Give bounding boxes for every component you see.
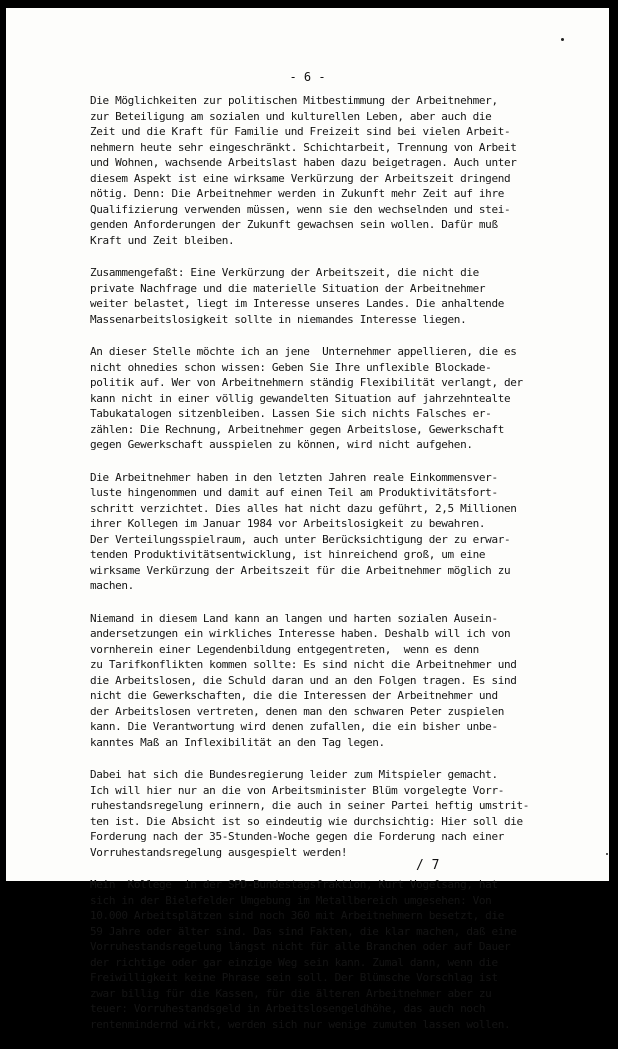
text-line: Tabukatalogen sitzenbleiben. Lassen Sie sich nichts Falsches er- xyxy=(90,407,492,420)
text-line: machen. xyxy=(90,579,134,592)
text-line: Die Arbeitnehmer haben in den letzten Jahren reale Einkommensver- xyxy=(90,470,498,484)
text-line: An dieser Stelle möchte ich an jene Unternehmer appellieren, die es xyxy=(90,345,517,358)
text-line: private Nachfrage und die materielle Situation der Arbeitnehmer xyxy=(90,281,486,295)
text-line: kanntes Maß an Inflexibilität an den Tag legen. xyxy=(90,735,385,749)
text-line: Dabei hat sich die Bundesregierung leider zum Mitspieler gemacht. xyxy=(90,768,498,781)
text-line: weiter belastet, liegt im Interesse unseres Landes. Die anhaltende xyxy=(90,297,504,310)
text-line: andersetzungen ein wirkliches Interesse haben. Deshalb will ich von xyxy=(90,627,511,640)
text-line: kann nicht in einer völlig gewandelten Situation auf jahrzehntealte xyxy=(90,391,511,405)
text-line: Niemand in diesem Land kann an langen und harten sozialen Ausein- xyxy=(90,611,498,625)
text-line: kann. Die Verantwortung wird denen zufallen, die ein bisher unbe- xyxy=(90,720,498,733)
text-line: sich in der Bielefelder Umgebung im Metallbereich umgesehen: Von xyxy=(90,893,492,907)
text-line: zur Beteiligung am sozialen und kulturellen Leben, aber auch die xyxy=(90,109,492,123)
scan-speck xyxy=(606,853,608,855)
text-line: ihrer Kollegen im Januar 1984 vor Arbeitslosigkeit zu bewahren. xyxy=(90,517,486,530)
text-line: ten ist. Die Absicht ist so eindeutig wie durchsichtig: Hier soll die xyxy=(90,814,523,828)
text-line: 59 Jahre oder älter sind. Das sind Fakten, die klar machen, daß eine xyxy=(90,924,517,938)
paragraph xyxy=(90,877,615,1032)
text-line: Zeit und die Kraft für Familie und Freizeit sind bei vielen Arbeit- xyxy=(90,125,511,138)
text-line: Mein Kollege in der SPD-Bundestagsfraktion, Kurt Vogelsang, hat xyxy=(90,878,498,891)
body-text xyxy=(90,93,615,1049)
text-line: Qualifizierung verwenden müssen, wenn sie den wechselnden und stei- xyxy=(90,202,511,216)
paragraph xyxy=(90,611,615,751)
paragraph xyxy=(90,93,615,248)
text-line: nicht die Gewerkschaften, die die Interessen der Arbeitnehmer und xyxy=(90,689,498,702)
text-line: politik auf. Wer von Arbeitnehmern ständig Flexibilität verlangt, der xyxy=(90,376,523,389)
paragraph xyxy=(90,470,615,594)
text-line: Ich will hier nur an die von Arbeitsminister Blüm vorgelegte Vorr- xyxy=(90,783,504,797)
text-line: Die Möglichkeiten zur politischen Mitbestimmung der Arbeitnehmer, xyxy=(90,94,498,107)
page-number: - 6 - xyxy=(289,70,326,84)
paragraph xyxy=(90,767,615,860)
text-line: zwar billig für die Kassen, für die älteren Arbeitnehmer aber zu xyxy=(90,986,492,1000)
text-line: tenden Produktivitätsentwicklung, ist hinreichend groß, um eine xyxy=(90,548,486,561)
text-line: teuer: Vorruhestandsgeld in Arbeitslosengeldhöhe, das auch noch xyxy=(90,1002,486,1015)
text-line: Vorruhestandsregelung längst nicht für alle Branchen oder auf Dauer xyxy=(90,940,511,953)
text-line: der richtige oder gar einzige Weg sein kann. Zumal dann, wenn die xyxy=(90,955,498,969)
text-line: Freiwilligkeit keine Phrase sein soll. Der Blümsche Vorschlag ist xyxy=(90,971,498,984)
continuation-mark: / 7 xyxy=(416,858,440,873)
text-line: 10.000 Arbeitsplätzen sind noch 360 mit Arbeitnehmern besetzt, die xyxy=(90,909,504,922)
text-line: rentenmindernd wirkt, werden sich nur wenige zumuten lassen wollen. xyxy=(90,1017,511,1031)
paragraph xyxy=(90,344,615,453)
scan-border xyxy=(609,0,618,887)
text-line: zählen: Die Rechnung, Arbeitnehmer gegen Arbeitslose, Gewerkschaft xyxy=(90,422,504,436)
text-line: nötig. Denn: Die Arbeitnehmer werden in Zukunft mehr Zeit auf ihre xyxy=(90,187,504,200)
text-line: zu Tarifkonflikten kommen sollte: Es sind nicht die Arbeitnehmer und xyxy=(90,658,517,671)
scan-speck xyxy=(561,38,564,41)
text-line: nehmern heute sehr eingeschränkt. Schichtarbeit, Trennung von Arbeit xyxy=(90,140,517,154)
text-line: Kraft und Zeit bleiben. xyxy=(90,233,235,247)
text-line: und Wohnen, wachsende Arbeitslast haben dazu beigetragen. Auch unter xyxy=(90,156,517,169)
text-line: luste hingenommen und damit auf einen Teil am Produktivitätsfort- xyxy=(90,486,498,499)
text-line: ruhestandsregelung erinnern, die auch in seiner Partei heftig umstrit- xyxy=(90,799,530,812)
document-page xyxy=(6,8,609,1031)
text-line: der Arbeitslosen vertreten, denen man den schwaren Peter zuspielen xyxy=(90,704,504,718)
text-line: wirksame Verkürzung der Arbeitszeit für die Arbeitnehmer möglich zu xyxy=(90,563,511,577)
text-line: Zusammengefaßt: Eine Verkürzung der Arbeitszeit, die nicht die xyxy=(90,266,479,279)
text-line: nicht ohnedies schon wissen: Geben Sie Ihre unflexible Blockade- xyxy=(90,360,492,374)
text-line: diesem Aspekt ist eine wirksame Verkürzung der Arbeitszeit dringend xyxy=(90,171,511,185)
text-line: genden Anforderungen der Zukunft gewachsen sein wollen. Dafür muß xyxy=(90,218,498,231)
text-line: Forderung nach der 35-Stunden-Woche gegen die Forderung nach einer xyxy=(90,830,504,843)
text-line: Massenarbeitslosigkeit sollte in niemandes Interesse liegen. xyxy=(90,312,467,326)
text-line: Vorruhestandsregelung ausgespielt werden! xyxy=(90,845,348,859)
paragraph xyxy=(90,265,615,327)
text-line: gegen Gewerkschaft ausspielen zu können, wird nicht aufgehen. xyxy=(90,438,473,451)
text-line: schritt verzichtet. Dies alles hat nicht dazu geführt, 2,5 Millionen xyxy=(90,501,517,515)
text-line: die Arbeitslosen, die Schuld daran und an den Folgen tragen. Es sind xyxy=(90,673,517,687)
text-line: Der Verteilungsspielraum, auch unter Berücksichtigung der zu erwar- xyxy=(90,532,511,546)
text-line: vornherein einer Legendenbildung entgegentreten, wenn es denn xyxy=(90,642,479,656)
